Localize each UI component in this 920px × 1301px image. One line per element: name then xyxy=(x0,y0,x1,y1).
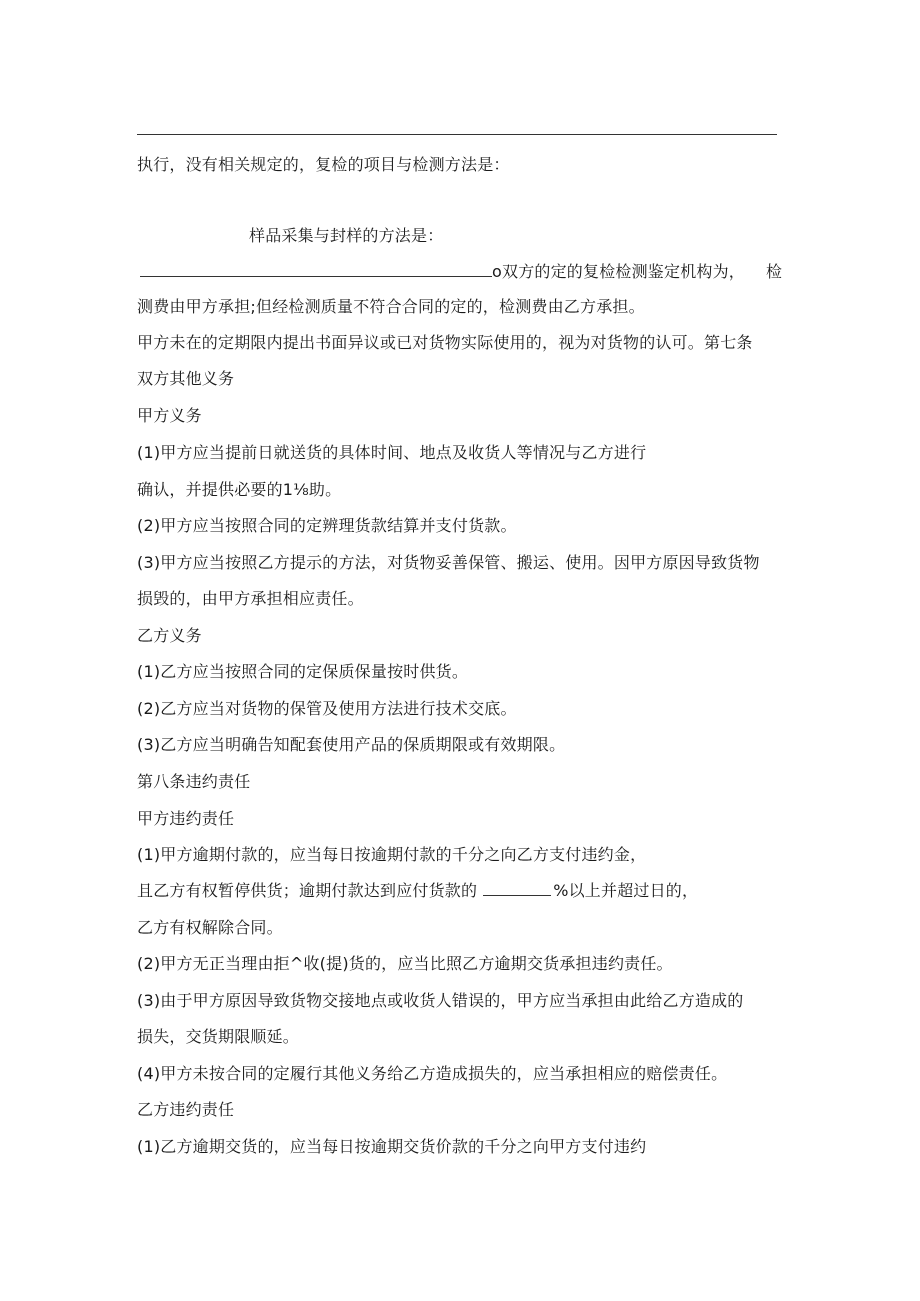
text-line: 乙方有权解除合同。 xyxy=(137,918,283,937)
fill-in-blank xyxy=(140,262,492,277)
text-line: (3)由于甲方原因导致货物交接地点或收货人错误的，甲方应当承担由此给乙方造成的 xyxy=(137,991,744,1010)
text-line: 执行，没有相关规定的，复检的项目与检测方法是： xyxy=(137,155,510,174)
text-line: 样品采集与封样的方法是： xyxy=(249,226,444,245)
text-line: (1)甲方逾期付款的，应当每日按逾期付款的千分之向乙方支付违约金， xyxy=(137,845,647,864)
section-heading: 第八条违约责任 xyxy=(137,772,251,791)
text-line: (2)甲方应当按照合同的定辨理货款结算并支付货款。 xyxy=(137,516,517,535)
top-blank-line xyxy=(137,134,777,135)
text-fragment: %以上并超过日的， xyxy=(553,881,699,900)
section-heading: 乙方违约责任 xyxy=(137,1100,235,1119)
text-line: (3)甲方应当按照乙方提示的方法，对货物妥善保管、搬运、使用。因甲方原因导致货物 xyxy=(137,553,760,572)
text-line: 双方其他义务 xyxy=(137,369,235,388)
text-fragment: 且乙方有权暂停供货；逾期付款达到应付货款的 xyxy=(137,881,478,900)
text-line: (1)甲方应当提前日就送货的具体时间、地点及收货人等情况与乙方进行 xyxy=(137,443,647,462)
text-line-with-blank xyxy=(137,880,698,902)
text-line: 测费由甲方承担;但经检测质量不符合合同的定的，检测费由乙方承担。 xyxy=(137,297,645,316)
section-heading: 甲方违约责任 xyxy=(137,809,235,828)
section-heading: 乙方义务 xyxy=(137,626,202,645)
fill-in-blank xyxy=(483,881,551,896)
section-heading: 甲方义务 xyxy=(137,406,202,425)
text-line: (3)乙方应当明确告知配套使用产品的保质期限或有效期限。 xyxy=(137,735,566,754)
text-line: (2)甲方无正当理由拒^收(提)货的，应当比照乙方逾期交货承担违约责任。 xyxy=(137,954,673,973)
text-line: (4)甲方未按合同的定履行其他义务给乙方造成损失的，应当承担相应的赔偿责任。 xyxy=(137,1064,728,1083)
text-fragment: 检 xyxy=(766,262,783,281)
text-line: 损失，交货期限顺延。 xyxy=(137,1027,300,1046)
text-line: 确认，并提供必要的1⅛助。 xyxy=(137,480,342,499)
text-line: 甲方未在的定期限内提出书面异议或已对货物实际使用的，视为对货物的认可。第七条 xyxy=(137,333,753,352)
text-line: 损毁的，由甲方承担相应责任。 xyxy=(137,589,364,608)
text-line: (2)乙方应当对货物的保管及使用方法进行技术交底。 xyxy=(137,699,517,718)
text-fragment: o双方的定的复检检测鉴定机构为， xyxy=(492,262,745,281)
text-line-with-blank xyxy=(140,261,745,283)
text-line: (1)乙方应当按照合同的定保质保量按时供货。 xyxy=(137,662,469,681)
text-line: (1)乙方逾期交货的，应当每日按逾期交货价款的千分之向甲方支付违约 xyxy=(137,1137,647,1156)
